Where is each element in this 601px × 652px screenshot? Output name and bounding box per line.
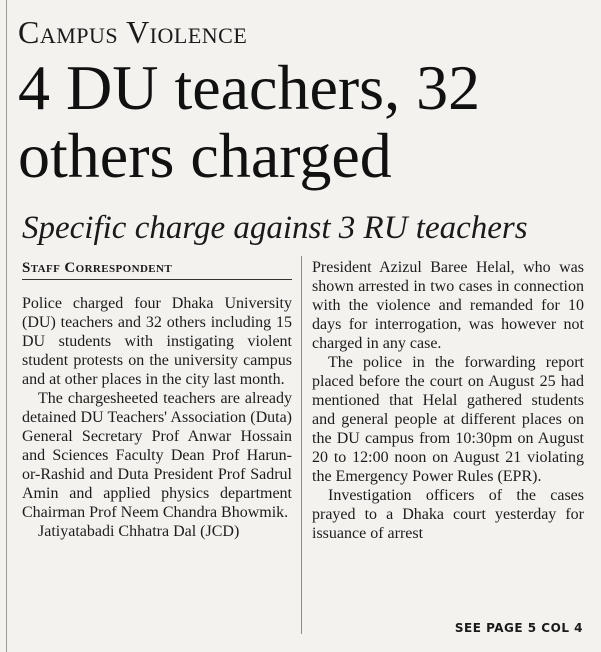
section-kicker: Campus Violence (18, 14, 248, 50)
headline: 4 DU teachers, 32 others charged (18, 52, 481, 191)
byline: Staff Correspondent (22, 260, 292, 280)
paragraph: The police in the forwarding report placed before the court on August 25 had mentioned that Helal gathered students and general people at different places on the DU campus from 10:30pm on August 20 to 12:00 noon on August 21 violating the Emergency Power Rules (EPR). (312, 354, 584, 485)
clipping-border (6, 0, 7, 652)
paragraph: The chargesheeted teachers are already detained DU Teachers' Association (Duta) General Secretary Prof Anwar Hossain and Sciences Faculty Dean Prof Harun-or-Rashid and Duta President Prof Sadrul Amin and applied physics department Chairman Prof Neem Chandra Bhowmik. (22, 390, 292, 521)
subheadline: Specific charge against 3 RU teachers (22, 210, 528, 246)
continued-on-label: SEE PAGE 5 COL 4 (454, 621, 583, 635)
paragraph: President Azizul Baree Helal, who was shown arrested in two cases in connection with the violence and remanded for 10 days for interrogation, was however not charged in any case. (312, 259, 584, 352)
paragraph: Police charged four Dhaka University (DU) teachers and 32 others including 15 DU students with instigating violent student protests on the university campus and at other places in the city last month. (22, 295, 292, 388)
paragraph: Investigation officers of the cases prayed to a Dhaka court yesterday for issuance of arrest (312, 487, 584, 542)
paragraph: Jatiyatabadi Chhatra Dal (JCD) (38, 523, 240, 540)
right-column (312, 258, 584, 543)
left-column (22, 294, 292, 541)
column-divider (301, 256, 302, 634)
